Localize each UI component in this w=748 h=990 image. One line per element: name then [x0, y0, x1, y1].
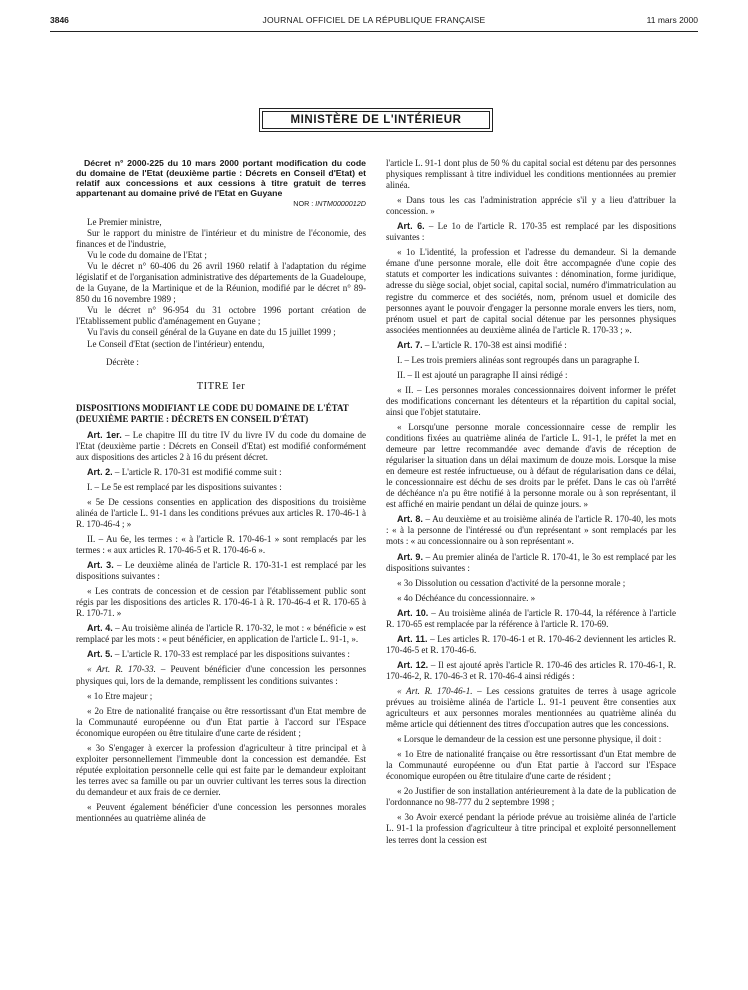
article-text: – Au premier alinéa de l'article R. 170-41, le 3o est remplacé par les dispositions suivantes :	[386, 551, 676, 573]
paragraph: Vu l'avis du conseil général de la Guyane en date du 15 juillet 1999 ;	[87, 327, 336, 338]
article	[76, 623, 366, 645]
paragraph: « 1o Etre de nationalité française ou être ressortissant d'un Etat membre de la Communauté européenne ou d'un Etat partie à l'accord sur l'Espace économique européen ou être titulaire d'une carte de résident ;	[386, 749, 676, 782]
paragraph: « 3o S'engager à exercer la profession d'agriculteur à titre principal et à exploiter personnellement l'immeuble dont la concession est demandée. Est réputée exploitation personnelle celle qui est faite par le demandeur exploitant les terres avec sa famille ou par un ouvrier cultivant les terres sous la direction du demandeur et aux frais de ce dernier.	[76, 742, 366, 797]
paragraph: Sur le rapport du ministre de l'intérieur et du ministre de l'économie, des finances et de l'industrie,	[76, 228, 366, 250]
article-text: – L'article R. 170-33 est remplacé par les dispositions suivantes :	[112, 649, 350, 660]
ministry-title: MINISTÈRE DE L'INTÉRIEUR	[262, 111, 490, 129]
paragraph: « II. – Les personnes morales concessionnaires doivent informer le préfet des modifications concernant les détenteurs et la répartition du capital social, ainsi que l'objet statutaire.	[386, 384, 676, 417]
article-text: – Au troisième alinéa de l'article R. 170-44, la référence à l'article R. 170-65 est remplacée par la référence à l'article R. 170-69.	[386, 607, 676, 629]
left-column	[76, 158, 366, 824]
article-number: Art. 9.	[397, 551, 423, 562]
quoted-article-number: « Art. R. 170-46-1.	[397, 685, 473, 696]
article	[76, 560, 366, 582]
paragraph: II. – Au 6e, les termes : « à l'article R. 170-46-1 » sont remplacés par les termes : « aux articles R. 170-46-5 et R. 170-46-6 ».	[76, 533, 366, 556]
article-number: Art. 8.	[397, 514, 423, 525]
article	[386, 514, 676, 547]
article-number: Art. 4.	[87, 623, 113, 634]
paragraph: « 4o Déchéance du concessionnaire. »	[397, 592, 536, 603]
paragraph: l'article L. 91-1 dont plus de 50 % du capital social est détenu par des personnes physiques remplissant à titre individuel les conditions mentionnées au premier alinéa.	[386, 158, 676, 191]
article	[386, 660, 676, 682]
paragraph: « 2o Etre de nationalité française ou être ressortissant d'un Etat membre de la Communauté européenne ou d'un Etat partie à l'accord sur l'Espace économique européen ou être titulaire d'une carte de résident ;	[76, 705, 366, 738]
titre-subtitle: DISPOSITIONS MODIFIANT LE CODE DU DOMAINE DE L'ÉTAT (DEUXIÈME PARTIE : DÉCRETS EN CONSEIL D'ÉTAT)	[76, 402, 349, 424]
paragraph: « 5e De cessions consenties en application des dispositions du troisième alinéa de l'article L. 91-1 dans les conditions prévues aux articles R. 170-46-1 à R. 170-46-4 ; »	[76, 496, 366, 529]
paragraph: Le Premier ministre,	[87, 217, 162, 227]
article-text: – Il est ajouté après l'article R. 170-46 des articles R. 170-46-1, R. 170-46-2, R. 170-46-3 et R. 170-46-4 ainsi rédigés :	[386, 659, 677, 681]
paragraph: « 1o L'identité, la profession et l'adresse du demandeur. Si la demande émane d'une personne morale, elle doit être accompagnée d'une copie des statuts et comporter les indications suivantes : dénomination, forme juridique, adresse du siège social, objet social, capital social, numéro d'immatriculation au registre du commerce et des sociétés, nom, prénom usuel et domicile des personnes ayant le pouvoir d'engager la personne morale envers les tiers, nom, prénom usuel et part de capital social détenue par les personnes physiques associées mentionnées au deuxième alinéa de l'article R. 170-33 ; ».	[386, 247, 676, 335]
article	[386, 634, 676, 656]
article	[386, 608, 676, 630]
paragraph: « 3o Dissolution ou cessation d'activité de la personne morale ;	[397, 577, 626, 588]
paragraph: « Lorsque le demandeur de la cession est une personne physique, il doit :	[397, 734, 662, 745]
page-number: 3846	[50, 15, 69, 25]
article-number: Art. 12.	[397, 659, 429, 670]
page-header	[50, 15, 698, 29]
decrete: Décrète :	[106, 356, 139, 367]
paragraph: « 1o Etre majeur ;	[87, 690, 153, 701]
article-text: – Au deuxième et au troisième alinéa de l'article R. 170-40, les mots : « à la personne de l'intéressé ou d'un représentant » sont remplacés par les mots : « au concessionnaire ou à son représentant ».	[386, 514, 676, 547]
article-number: Art. 11.	[397, 633, 428, 644]
article-text: – L'article R. 170-38 est ainsi modifié :	[422, 339, 567, 350]
article-quote	[76, 664, 366, 686]
article-text: – Le deuxième alinéa de l'article R. 170-31-1 est remplacé par les dispositions suivantes :	[76, 560, 367, 582]
nor-code: INTM0000012D	[315, 199, 366, 208]
paragraph: Vu le code du domaine de l'Etat ;	[87, 250, 207, 261]
paragraph: I. – Les trois premiers alinéas sont regroupés dans un paragraphe I.	[397, 354, 640, 365]
article-number: Art. 1er.	[87, 429, 122, 440]
article-number: Art. 5.	[87, 649, 113, 660]
article-text: – Le chapitre III du titre IV du livre IV du code du domaine de l'Etat (deuxième partie : Décrets en Conseil d'Etat) est modifié conformément aux dispositions des articles 2 à 16 du présent décret.	[76, 429, 366, 462]
paragraph: II. – Il est ajouté un paragraphe II ainsi rédigé :	[397, 369, 568, 380]
article-number: Art. 6.	[397, 221, 425, 232]
ministry-box	[259, 108, 493, 132]
right-column	[386, 158, 676, 846]
article	[386, 552, 676, 574]
article-number: Art. 2.	[87, 466, 113, 477]
article	[76, 649, 366, 660]
paragraph: « Les contrats de concession et de cession par l'établissement public sont régis par les dispositions des articles R. 170-46-1 à R. 170-46-4 et R. 170-65 à R. 170-71. »	[76, 586, 366, 619]
quoted-article-text: – Peuvent bénéficier d'une concession les personnes physiques qui, lors de la demande, remplissent les conditions suivantes :	[76, 664, 366, 686]
titre-heading: TITRE Ier	[196, 380, 246, 392]
article	[76, 430, 366, 463]
paragraph: Le Conseil d'Etat (section de l'intérieur) entendu,	[87, 338, 265, 349]
paragraph: « 2o Justifier de son installation antérieurement à la date de la publication de l'ordonnance no 98-777 du 2 septembre 1998 ;	[386, 786, 676, 808]
journal-title: JOURNAL OFFICIEL DE LA RÉPUBLIQUE FRANÇAISE	[262, 15, 486, 25]
paragraph: I. – Le 5e est remplacé par les dispositions suivantes :	[87, 481, 282, 492]
article	[76, 467, 366, 478]
header-rule	[50, 31, 698, 32]
paragraph: « 3o Avoir exercé pendant la période prévue au troisième alinéa de l'article L. 91-1 la profession d'agriculteur à titre principal et exploité personnellement les terres dont la cession est	[386, 812, 676, 845]
paragraph: « Peuvent également bénéficier d'une concession les personnes morales mentionnées au quatrième alinéa de	[76, 801, 366, 824]
paragraph: Vu le décret n° 96-954 du 31 octobre 1996 portant création de l'Etablissement public d'aménagement en Guyane ;	[76, 305, 366, 327]
article-text: – Le 1o de l'article R. 170-35 est remplacé par les dispositions suivantes :	[386, 221, 677, 243]
article-number: Art. 10.	[397, 607, 429, 618]
decree-title: Décret n° 2000-225 du 10 mars 2000 portant modification du code du domaine de l'Etat (deuxième partie : Décrets en Conseil d'Etat) et relatif aux concessions et aux cessions à titre gratuit de terres appartenant au domaine privé de l'Etat en Guyane	[76, 158, 366, 198]
article	[386, 340, 676, 351]
article	[386, 221, 676, 243]
issue-date: 11 mars 2000	[646, 15, 698, 25]
article-number: Art. 3.	[87, 560, 114, 571]
paragraph: « Dans tous les cas l'administration apprécie s'il y a lieu d'attribuer la concession. »	[386, 195, 676, 217]
article-quote	[386, 686, 676, 730]
paragraph: « Lorsqu'une personne morale concessionnaire cesse de remplir les conditions fixées au quatrième alinéa de l'article L. 91-1, le préfet la met en demeure par lettre recommandée avec demande d'avis de réception de régulariser la situation dans un délai maximum de douze mois. Lorsque la mise en demeure est restée infructueuse, ou à défaut de régularisation dans ce délai, le concessionnaire est déchu de ses droits par le préfet. Dans le cas où l'arrêté de déchéance n'a pu être notifié à la personne morale ou à son représentant, il est affiché en mairie pendant un délai de quinze jours. »	[386, 421, 676, 510]
article-text: – Les articles R. 170-46-1 et R. 170-46-2 deviennent les articles R. 170-46-5 et R. 170-46-6.	[386, 633, 676, 655]
quoted-article-number: « Art. R. 170-33.	[87, 664, 156, 675]
article-number: Art. 7.	[397, 339, 423, 350]
nor-reference	[76, 199, 366, 209]
nor-label: NOR :	[293, 199, 316, 208]
article-text: – L'article R. 170-31 est modifié comme suit :	[112, 466, 282, 477]
paragraph: Vu le décret n° 60-406 du 26 avril 1960 relatif à l'adaptation du régime législatif et de l'organisation administrative des départements de la Guadeloupe, de la Guyane, de la Martinique et de la Réunion, modifié par le décret n° 89-850 du 16 novembre 1989 ;	[76, 261, 366, 305]
article-text: – Au troisième alinéa de l'article R. 170-32, le mot : « bénéficie » est remplacé par les mots : « peut bénéficier, en application de l'article L. 91-1, ».	[76, 623, 366, 645]
quoted-article-text: – Les cessions gratuites de terres à usage agricole prévues au troisième alinéa de l'article L. 91-1 peuvent être consenties aux agriculteurs et aux personnes morales mentionnées au quatrième alinéa du même article qui détiennent des titres d'occupation autres que les concessions.	[386, 685, 676, 730]
